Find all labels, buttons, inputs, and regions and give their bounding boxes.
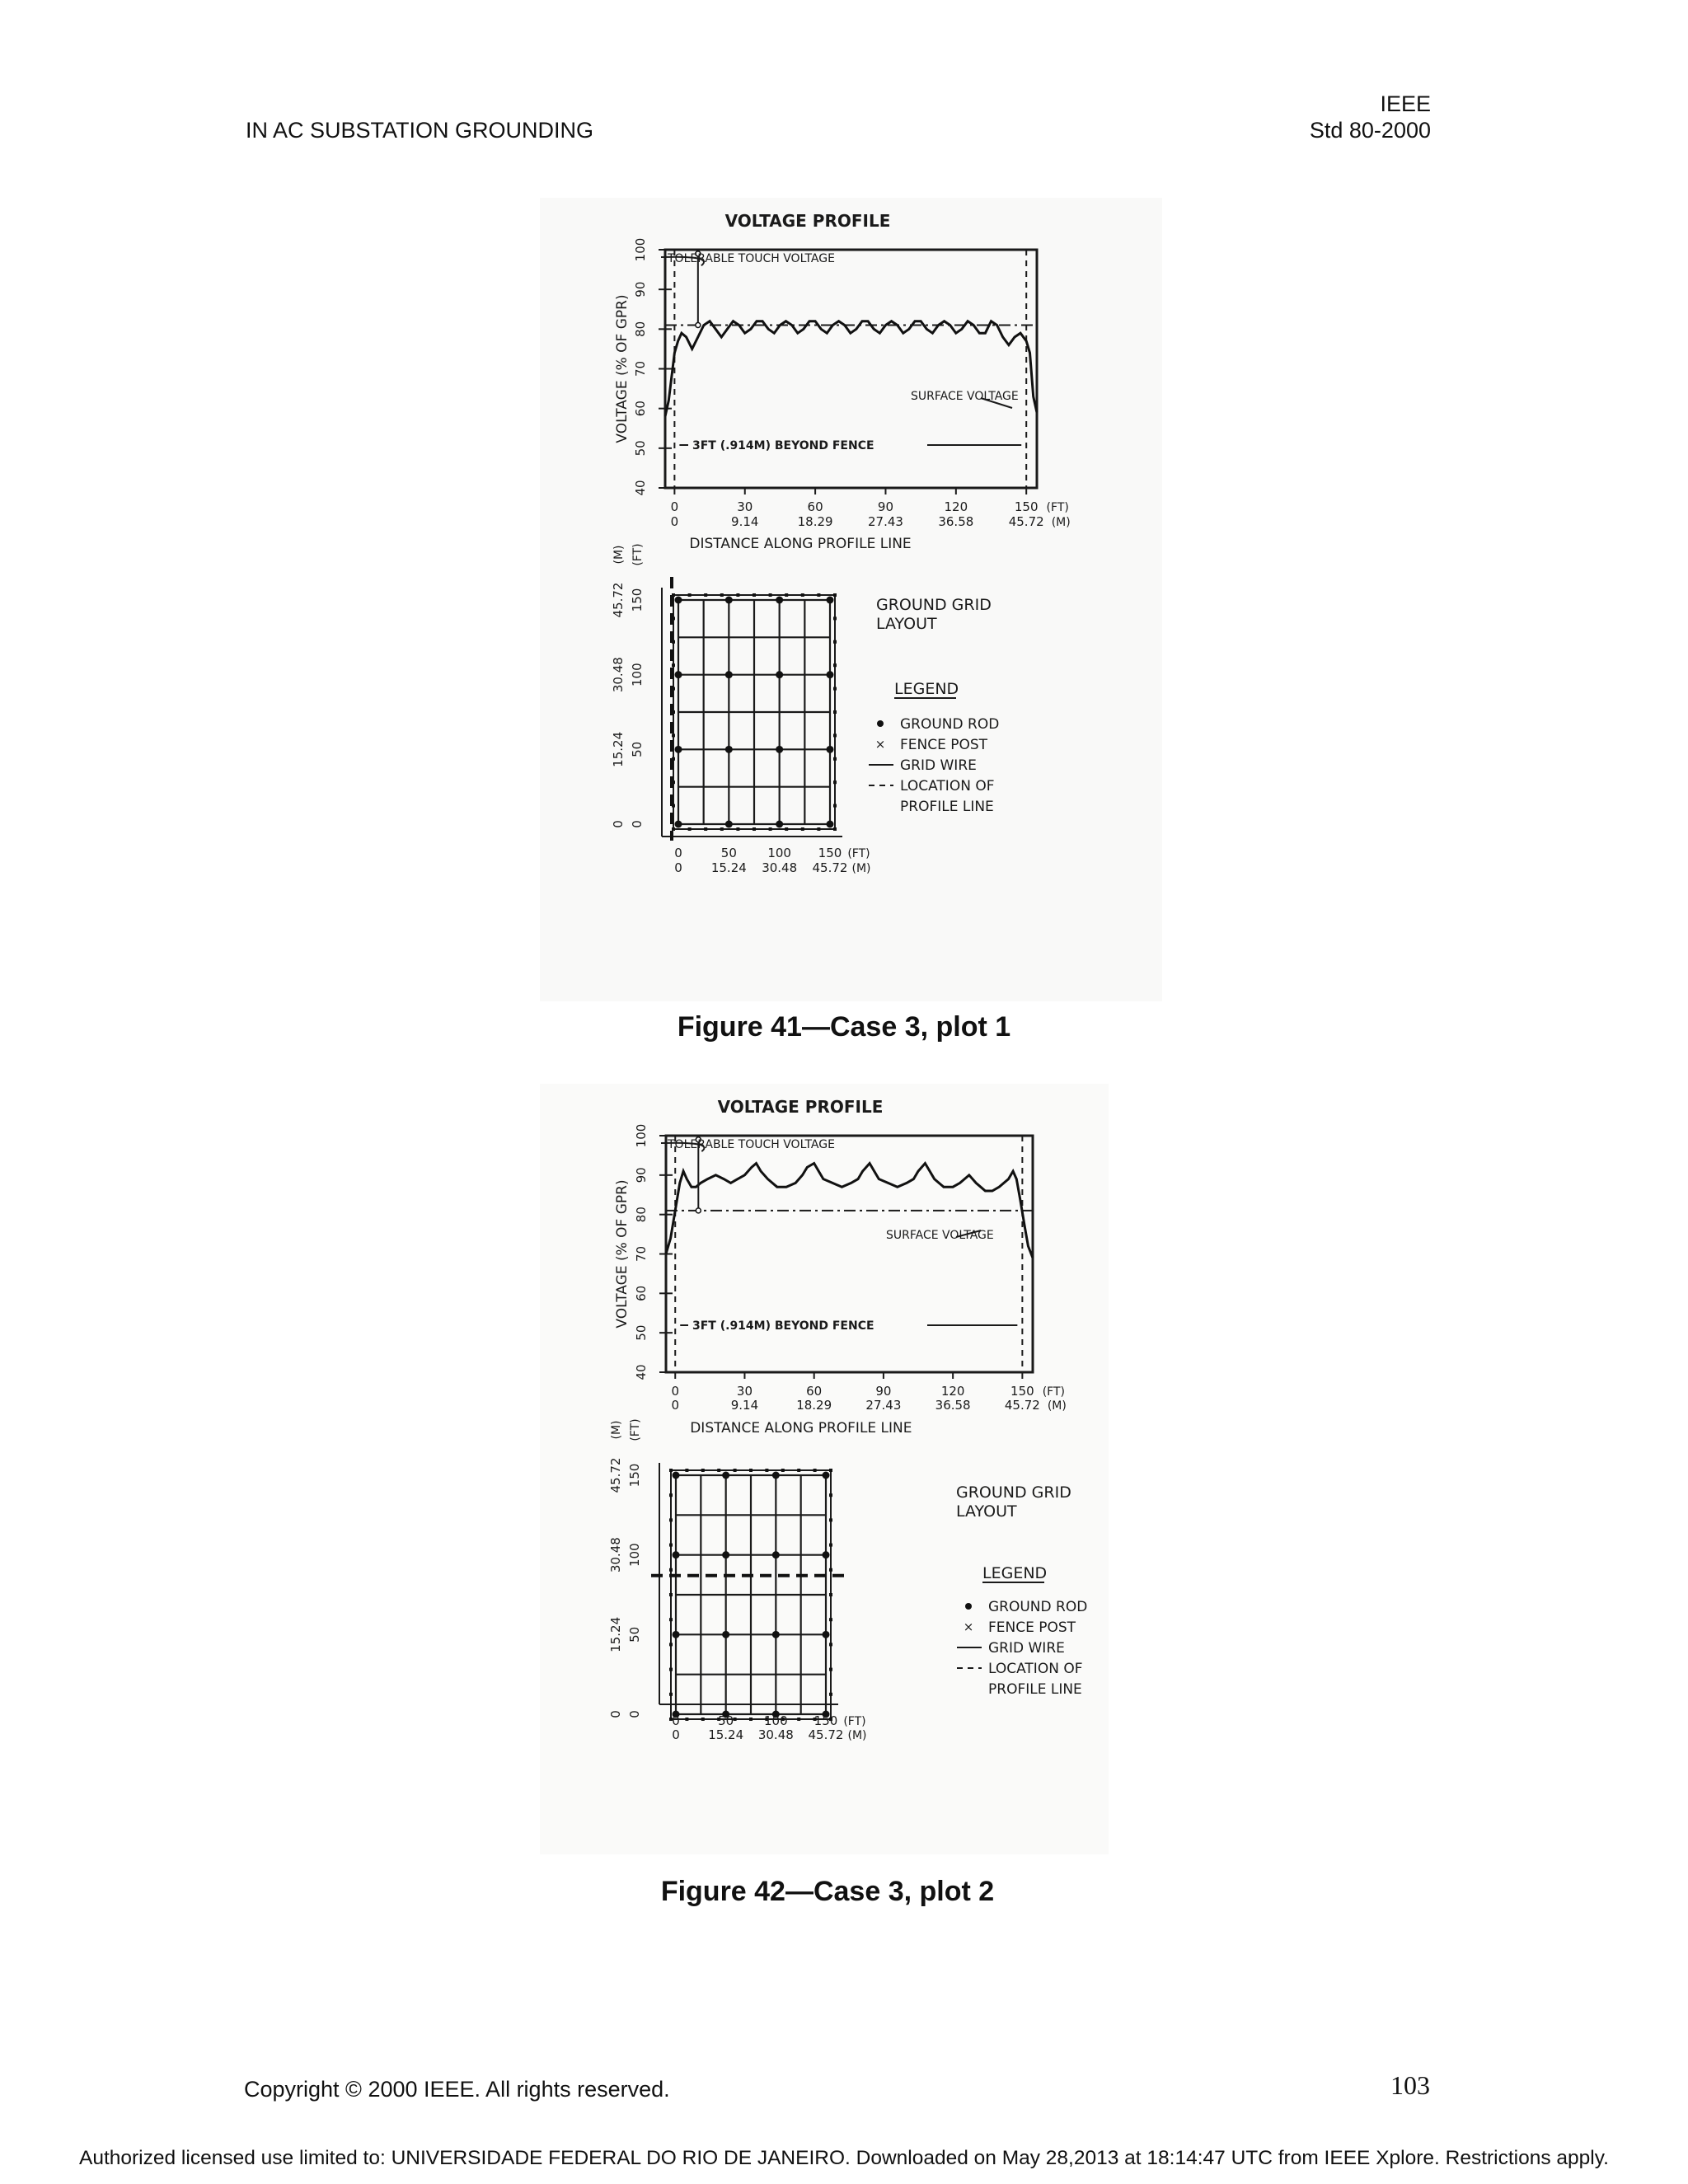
fence-post (669, 1668, 673, 1671)
y-tick-label: 90 (633, 281, 648, 298)
grid-y-tick-m: 30.48 (611, 657, 626, 693)
grid-y-tick-m: 0 (611, 820, 626, 828)
legend-title: LEGEND (894, 680, 959, 698)
fence-post (688, 593, 692, 597)
grid-y-unit-ft: (FT) (631, 543, 645, 566)
grid-x-tick-m: 30.48 (762, 860, 798, 875)
fence-post (720, 827, 724, 831)
fence-post (797, 1718, 800, 1721)
grid-y-unit-m: (M) (612, 545, 626, 565)
grid-y-tick-ft: 150 (630, 588, 645, 612)
fence-post (833, 733, 837, 737)
ground-rod (673, 1631, 680, 1638)
fence-post (829, 1493, 832, 1497)
grid-x-tick-m: 45.72 (808, 1727, 844, 1742)
surface-voltage-label: SURFACE VOLTAGE (886, 1229, 994, 1242)
fence-post (685, 1718, 688, 1721)
figure-42-caption: Figure 42—Case 3, plot 2 (660, 1876, 995, 1907)
authorization-notice: Authorized licensed use limited to: UNIVERSIDADE FEDERAL DO RIO DE JANEIRO. Downloaded on May 28,2013 at 18:14:47 UTC from IEEE Xplore. Restrictions apply. (79, 2147, 1609, 2169)
y-tick-label: 40 (633, 480, 648, 496)
x-unit-ft: (FT) (1046, 501, 1069, 514)
ground-rod (673, 1551, 680, 1558)
grid-y-tick-m: 30.48 (608, 1537, 623, 1573)
x-tick-label-ft: 0 (670, 499, 679, 514)
y-tick-label: 60 (633, 401, 648, 417)
chart-title: VOLTAGE PROFILE (717, 1097, 884, 1117)
grid-x-unit-m: (M) (847, 1729, 867, 1742)
running-header-right (1310, 91, 1431, 143)
fence-post (817, 593, 820, 597)
fence-post (833, 640, 837, 644)
fence-post (829, 1693, 832, 1696)
fence-post (701, 1469, 705, 1472)
fence-post (829, 1469, 832, 1472)
ground-rod (722, 1631, 729, 1638)
x-tick-label-ft: 90 (875, 1384, 892, 1399)
ground-rod (823, 1472, 830, 1479)
x-tick-label-ft: 150 (1014, 499, 1039, 514)
ground-rod (772, 1551, 780, 1558)
header-ieee: IEEE (1380, 91, 1431, 116)
fence-post (833, 827, 837, 831)
ground-rod (827, 746, 834, 753)
y-tick-label: 100 (633, 237, 648, 262)
fence-post (814, 1469, 817, 1472)
grid-y-tick-ft: 50 (627, 1626, 642, 1643)
fence-post (701, 1718, 705, 1721)
fence-post (685, 1469, 688, 1472)
ground-rod (722, 1472, 729, 1479)
ground-rod (776, 597, 783, 604)
legend-title: LEGEND (982, 1564, 1048, 1582)
grid-x-tick-m: 30.48 (757, 1727, 794, 1742)
x-tick-label-m: 18.29 (796, 1398, 832, 1413)
ground-rod (675, 597, 682, 604)
grid-x-tick-m: 15.24 (710, 860, 747, 875)
x-unit-m: (M) (1051, 516, 1071, 529)
surface-voltage-label: SURFACE VOLTAGE (911, 390, 1019, 403)
fence-post (833, 804, 837, 808)
ground-rod (725, 671, 733, 678)
fence-post (749, 1718, 753, 1721)
header-standard: Std 80-2000 (1309, 118, 1431, 143)
ground-rod (675, 746, 682, 753)
grid-x-tick-ft: 50 (718, 1713, 734, 1728)
ground-rod (725, 597, 733, 604)
y-tick-label: 60 (634, 1285, 649, 1301)
touch-voltage-marker-end (696, 323, 701, 328)
fence-post (829, 1568, 832, 1572)
ground-rod (772, 1472, 780, 1479)
x-tick-label-ft: 120 (944, 499, 968, 514)
x-axis-label: DISTANCE ALONG PROFILE LINE (689, 536, 912, 552)
grid-x-tick-ft: 50 (720, 846, 737, 860)
fence-post (829, 1518, 832, 1521)
fence-post (829, 1544, 832, 1547)
ground-rod (823, 1631, 830, 1638)
x-tick-label-m: 18.29 (797, 514, 833, 529)
legend-ground-rod-symbol (965, 1603, 972, 1610)
fence-post (669, 1493, 673, 1497)
y-tick-label: 100 (634, 1123, 649, 1148)
legend-item-label: LOCATION OF (988, 1661, 1083, 1677)
fence-post (669, 1618, 673, 1621)
fence-post (720, 593, 724, 597)
grid-x-tick-ft: 0 (672, 1713, 680, 1728)
fence-post (785, 827, 788, 831)
ground-rod (722, 1551, 729, 1558)
fence-post (817, 827, 820, 831)
fence-post (829, 1593, 832, 1596)
ground-rod (725, 821, 733, 828)
chart-title: VOLTAGE PROFILE (724, 211, 891, 231)
fence-post (704, 593, 707, 597)
fence-post (734, 1469, 737, 1472)
ground-rod (725, 746, 733, 753)
x-tick-label-ft: 30 (736, 1384, 753, 1399)
fence-post (833, 687, 837, 691)
x-tick-label-ft: 150 (1010, 1384, 1034, 1399)
y-tick-label: 50 (634, 1324, 649, 1341)
fence-post (669, 1568, 673, 1572)
x-tick-label-ft: 0 (671, 1384, 680, 1399)
fence-post (672, 827, 675, 831)
fence-post (672, 663, 675, 667)
ground-rod (776, 671, 783, 678)
ground-rod (673, 1472, 680, 1479)
ground-rod (827, 671, 834, 678)
x-tick-label-m: 36.58 (935, 1398, 971, 1413)
legend-item-label: GRID WIRE (900, 757, 977, 774)
grid-x-unit-ft: (FT) (843, 1715, 866, 1728)
grid-y-tick-ft: 150 (627, 1463, 642, 1488)
y-tick-label: 70 (634, 1245, 649, 1263)
x-unit-m: (M) (1047, 1399, 1067, 1413)
fence-post (769, 593, 772, 597)
fence-post (669, 1643, 673, 1646)
x-tick-label-m: 0 (671, 1398, 680, 1413)
x-tick-label-ft: 120 (940, 1384, 965, 1399)
x-tick-label-ft: 30 (737, 499, 753, 514)
touch-voltage-label: TOLERABLE TOUCH VOLTAGE (668, 1138, 835, 1151)
x-tick-label-m: 27.43 (867, 514, 903, 529)
fence-post (801, 593, 804, 597)
y-tick-label: 50 (633, 440, 648, 457)
x-tick-label-ft: 60 (807, 499, 823, 514)
grid-x-tick-m: 0 (672, 1727, 680, 1742)
running-header-left: IN AC SUBSTATION GROUNDING (246, 118, 594, 143)
fence-post (829, 1668, 832, 1671)
x-unit-ft: (FT) (1042, 1385, 1066, 1399)
fence-post (669, 1469, 673, 1472)
fence-post (797, 1469, 800, 1472)
legend-item-label: LOCATION OF (900, 778, 995, 794)
grid-y-tick-m: 15.24 (611, 731, 626, 767)
legend-item-label: GROUND ROD (988, 1599, 1088, 1615)
grid-x-unit-ft: (FT) (847, 847, 870, 860)
x-tick-label-m: 36.58 (938, 514, 974, 529)
grid-y-unit-m: (M) (610, 1420, 623, 1440)
x-tick-label-m: 45.72 (1004, 1398, 1040, 1413)
y-tick-label: 40 (634, 1364, 649, 1380)
fence-post (717, 1469, 720, 1472)
x-tick-label-m: 27.43 (865, 1398, 902, 1413)
fence-post (669, 1593, 673, 1596)
copyright-notice: Copyright © 2000 IEEE. All rights reserved. (244, 2077, 670, 2102)
x-axis-label: DISTANCE ALONG PROFILE LINE (690, 1420, 912, 1436)
ground-rod (776, 746, 783, 753)
fence-post (736, 593, 739, 597)
fence-post (833, 780, 837, 784)
grid-y-tick-ft: 50 (630, 741, 645, 757)
y-tick-label: 90 (634, 1167, 649, 1183)
fence-post (672, 733, 675, 737)
figure-41-chart (540, 198, 1162, 1001)
ground-rod (675, 671, 682, 678)
legend-item-label: PROFILE LINE (988, 1681, 1082, 1698)
grid-x-tick-ft: 100 (767, 846, 791, 860)
fence-dimension-label: 3FT (.914M) BEYOND FENCE (692, 1319, 874, 1333)
fence-post (781, 1469, 785, 1472)
grid-x-tick-ft: 150 (818, 846, 842, 860)
y-axis-label: VOLTAGE (% OF GPR) (614, 1179, 631, 1329)
touch-voltage-marker-end (696, 1208, 701, 1213)
x-tick-label-m: 0 (670, 514, 679, 529)
fence-post (829, 1643, 832, 1646)
fence-post (669, 1518, 673, 1521)
grid-x-tick-m: 15.24 (708, 1727, 744, 1742)
grid-layout-title: LAYOUT (876, 615, 937, 633)
touch-voltage-label: TOLERABLE TOUCH VOLTAGE (668, 252, 835, 265)
fence-post (765, 1469, 768, 1472)
legend-fence-post-symbol: × (963, 1619, 974, 1634)
legend-fence-post-symbol: × (874, 737, 886, 752)
grid-x-tick-ft: 100 (764, 1713, 788, 1728)
ground-rod (823, 1551, 830, 1558)
fence-post (769, 827, 772, 831)
x-tick-label-m: 45.72 (1008, 514, 1044, 529)
grid-x-tick-ft: 0 (674, 846, 682, 860)
fence-post (736, 827, 739, 831)
grid-x-unit-m: (M) (851, 862, 871, 875)
ground-rod (827, 597, 834, 604)
legend-item-label: FENCE POST (900, 737, 988, 753)
fence-post (801, 827, 804, 831)
figure-42 (540, 1084, 1109, 1854)
fence-post (785, 593, 788, 597)
fence-post (833, 663, 837, 667)
legend-item-label: GRID WIRE (988, 1640, 1065, 1657)
fence-post (704, 827, 707, 831)
grid-y-tick-ft: 0 (627, 1710, 642, 1718)
grid-x-tick-m: 0 (674, 860, 682, 875)
grid-y-unit-ft: (FT) (629, 1418, 642, 1441)
fence-post (669, 1693, 673, 1696)
grid-y-tick-ft: 100 (630, 663, 645, 687)
figure-41 (540, 198, 1162, 1001)
fence-post (829, 1618, 832, 1621)
x-tick-label-ft: 90 (877, 499, 894, 514)
grid-y-tick-m: 45.72 (611, 582, 626, 618)
fence-post (753, 827, 756, 831)
y-axis-label: VOLTAGE (% OF GPR) (614, 294, 631, 443)
x-tick-label-m: 9.14 (730, 1398, 759, 1413)
fence-post (669, 1544, 673, 1547)
grid-y-tick-ft: 100 (627, 1543, 642, 1567)
legend-item-label: GROUND ROD (900, 716, 1000, 733)
grid-layout-title: GROUND GRID (956, 1483, 1071, 1502)
legend-ground-rod-symbol (877, 720, 884, 727)
grid-y-tick-m: 45.72 (608, 1457, 623, 1493)
figure-42-chart (540, 1084, 1109, 1854)
plot-frame (666, 1136, 1033, 1372)
grid-y-tick-ft: 0 (630, 820, 645, 828)
y-tick-label: 70 (633, 360, 648, 377)
ground-rod (827, 821, 834, 828)
grid-layout-title: GROUND GRID (876, 596, 992, 614)
y-tick-label: 80 (634, 1207, 649, 1223)
fence-post (688, 827, 692, 831)
grid-x-tick-ft: 150 (814, 1713, 838, 1728)
fence-post (749, 1469, 753, 1472)
grid-layout-title: LAYOUT (956, 1502, 1017, 1521)
y-tick-label: 80 (633, 321, 648, 337)
ground-rod (675, 821, 682, 828)
figure-41-caption: Figure 41—Case 3, plot 1 (677, 1011, 1011, 1043)
legend-item-label: FENCE POST (988, 1619, 1076, 1636)
grid-y-tick-m: 15.24 (608, 1616, 623, 1652)
fence-dimension-label: 3FT (.914M) BEYOND FENCE (692, 439, 874, 452)
ground-rod (772, 1631, 780, 1638)
fence-post (833, 710, 837, 714)
x-tick-label-ft: 60 (806, 1384, 823, 1399)
grid-x-tick-m: 45.72 (812, 860, 848, 875)
fence-post (833, 593, 837, 597)
page-number: 103 (1390, 2070, 1430, 2100)
fence-post (753, 593, 756, 597)
ground-rod (776, 821, 783, 828)
grid-y-tick-m: 0 (608, 1710, 623, 1718)
fence-post (833, 616, 837, 620)
legend-item-label: PROFILE LINE (900, 799, 994, 815)
x-tick-label-m: 9.14 (731, 514, 759, 529)
fence-post (833, 757, 837, 761)
